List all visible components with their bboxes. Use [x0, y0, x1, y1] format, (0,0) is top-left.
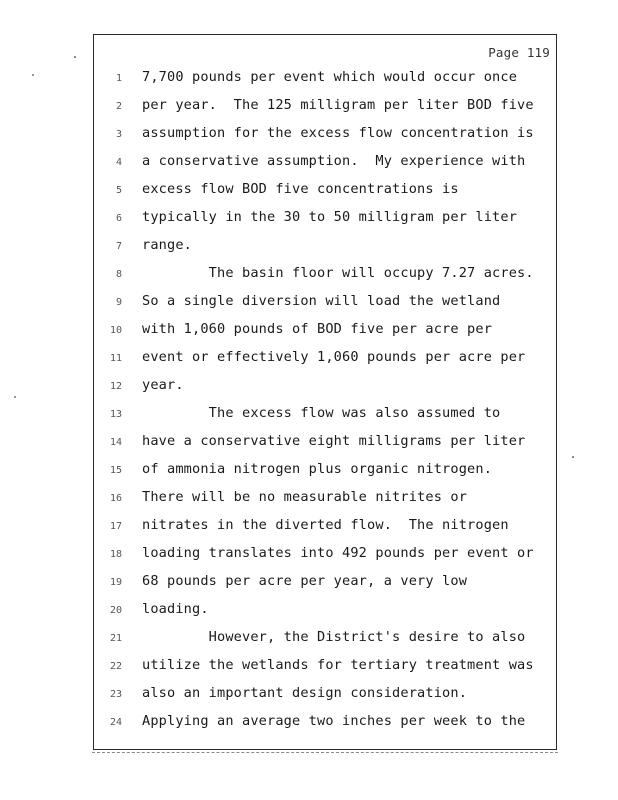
- line-number: 7: [115, 241, 122, 252]
- line-number: 10: [109, 325, 122, 336]
- transcript-line: [94, 401, 556, 429]
- line-number: 9: [115, 297, 122, 308]
- line-number: 16: [109, 493, 122, 504]
- transcript-line: [94, 233, 556, 261]
- footer-rule: [92, 752, 558, 753]
- transcript-line: [94, 261, 556, 289]
- line-number: 3: [115, 129, 122, 140]
- line-text: excess flow BOD five concentrations is: [142, 181, 459, 197]
- line-text: However, the District's desire to also: [142, 629, 526, 645]
- line-text: loading translates into 492 pounds per event or: [142, 545, 534, 561]
- transcript-line: [94, 485, 556, 513]
- transcript-line: [94, 597, 556, 625]
- line-text: loading.: [142, 601, 209, 617]
- transcript-line: [94, 373, 556, 401]
- transcript-line: [94, 93, 556, 121]
- transcript-line: [94, 653, 556, 681]
- transcript-line: [94, 709, 556, 737]
- line-text: Applying an average two inches per week to the: [142, 713, 526, 729]
- transcript-line: [94, 345, 556, 373]
- transcript-page: [93, 34, 557, 750]
- transcript-line: [94, 121, 556, 149]
- line-text: assumption for the excess flow concentration is: [142, 125, 534, 141]
- transcript-line: [94, 457, 556, 485]
- line-text: of ammonia nitrogen plus organic nitrogen.: [142, 461, 493, 477]
- line-number: 2: [115, 101, 122, 112]
- page-number: Page 119: [488, 45, 550, 60]
- line-text: range.: [142, 237, 193, 253]
- line-number: 4: [115, 157, 122, 168]
- line-text: have a conservative eight milligrams per liter: [142, 433, 526, 449]
- line-number: 11: [109, 353, 122, 364]
- line-text: typically in the 30 to 50 milligram per liter: [142, 209, 518, 225]
- scan-speck: [572, 456, 574, 458]
- line-number: 23: [109, 689, 122, 700]
- line-number: 14: [109, 437, 122, 448]
- line-text: year.: [142, 377, 184, 393]
- line-number: 1: [115, 73, 122, 84]
- transcript-line: [94, 513, 556, 541]
- transcript-line: [94, 177, 556, 205]
- line-text: also an important design consideration.: [142, 685, 468, 701]
- transcript-line: [94, 429, 556, 457]
- line-number: 17: [109, 521, 122, 532]
- transcript-line: [94, 289, 556, 317]
- line-number: 12: [109, 381, 122, 392]
- transcript-line: [94, 569, 556, 597]
- line-number: 22: [109, 661, 122, 672]
- line-text: with 1,060 pounds of BOD five per acre per: [142, 321, 493, 337]
- line-number: 24: [109, 717, 122, 728]
- line-number: 20: [109, 605, 122, 616]
- scan-speck: [14, 396, 16, 398]
- line-number: 6: [115, 213, 122, 224]
- transcript-line: [94, 317, 556, 345]
- line-text: a conservative assumption. My experience with: [142, 153, 526, 169]
- line-text: nitrates in the diverted flow. The nitrogen: [142, 517, 509, 533]
- line-number: 13: [109, 409, 122, 420]
- line-number: 8: [115, 269, 122, 280]
- line-text: The basin floor will occupy 7.27 acres.: [142, 265, 534, 281]
- transcript-line: [94, 149, 556, 177]
- line-text: So a single diversion will load the wetland: [142, 293, 501, 309]
- line-text: per year. The 125 milligram per liter BOD five: [142, 97, 534, 113]
- line-text: 68 pounds per acre per year, a very low: [142, 573, 468, 589]
- transcript-line: [94, 681, 556, 709]
- scan-speck: [32, 74, 34, 76]
- scan-speck: [74, 56, 76, 58]
- line-text: There will be no measurable nitrites or: [142, 489, 468, 505]
- line-number: 18: [109, 549, 122, 560]
- transcript-line: [94, 65, 556, 93]
- line-text: 7,700 pounds per event which would occur once: [142, 69, 518, 85]
- line-text: utilize the wetlands for tertiary treatment was: [142, 657, 534, 673]
- line-number: 21: [109, 633, 122, 644]
- transcript-line: [94, 541, 556, 569]
- line-number: 19: [109, 577, 122, 588]
- line-text: The excess flow was also assumed to: [142, 405, 501, 421]
- line-number: 15: [109, 465, 122, 476]
- line-number: 5: [115, 185, 122, 196]
- transcript-line: [94, 205, 556, 233]
- line-text: event or effectively 1,060 pounds per acre per: [142, 349, 526, 365]
- transcript-line: [94, 625, 556, 653]
